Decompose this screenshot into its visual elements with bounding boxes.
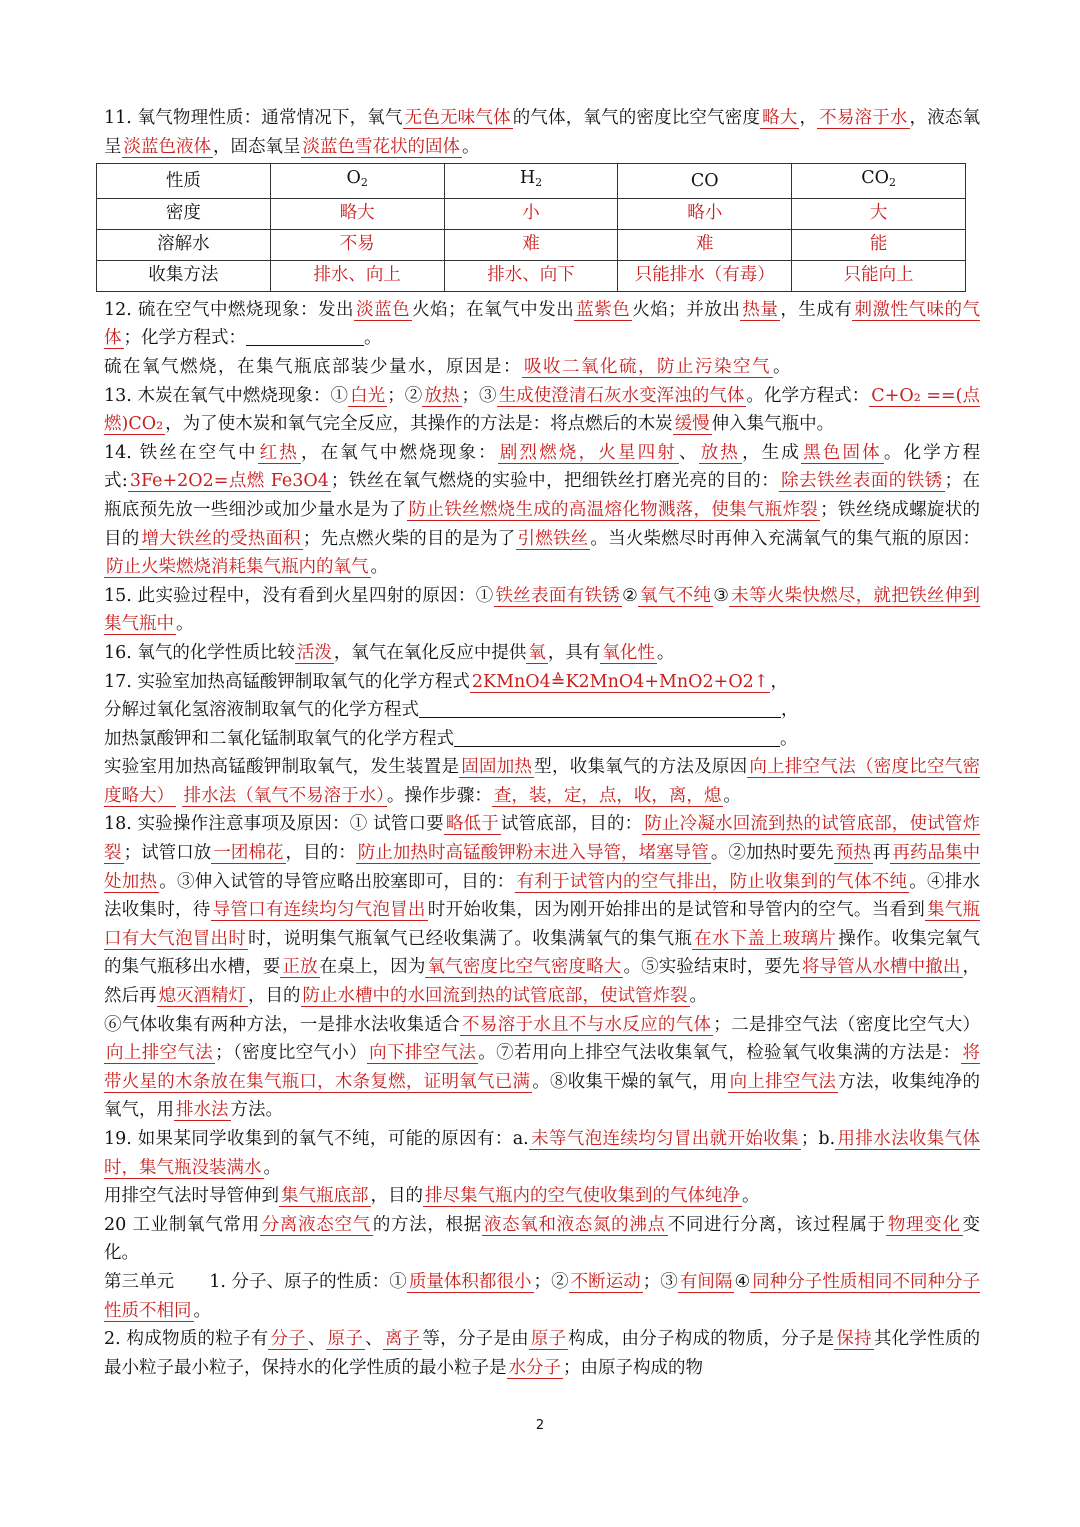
answer: 物理变化 [887, 1214, 961, 1235]
answer: 原子 [327, 1329, 364, 1350]
answer: 增大铁丝的受热面积 [141, 528, 301, 549]
answer: 一团棉花 [213, 843, 284, 864]
table-cell: 略大 [270, 198, 444, 229]
answer: 红热 [259, 442, 300, 463]
answer: 剧烈燃烧，火星四射 [499, 442, 677, 463]
text: 11. 氧气物理性质：通常情况下，氧气 [104, 108, 403, 128]
answer: 氧气密度比空气密度略大 [427, 957, 622, 978]
answer: 向下排空气法 [369, 1043, 477, 1064]
answer: 固固加热 [461, 757, 533, 778]
paragraph-19: 19. 如果某同学收集到的氧气不纯，可能的原因有：a. 未等气泡连续均匀冒出就开始收集 ；b. 用排水法收集气体时，集气瓶没装满水 。 [104, 1129, 981, 1178]
table-cell: 排水、向下 [444, 260, 618, 291]
text: 液态氧呈 [104, 108, 981, 157]
answer: 不断运动 [570, 1271, 641, 1292]
paragraph-12b: 硫在氧气燃烧，在集气瓶底部装少量水，原因是： 吸收二氧化硫，防止污染空气 。 [104, 356, 792, 377]
answer: 在水下盖上玻璃片 [694, 928, 837, 949]
answer: 防止水槽中的水回流到热的试管底部，使试管炸裂 [302, 986, 688, 1007]
paragraph-19b: 用排空气法时导管伸到 集气瓶底部 ，目的 排尽集气瓶内的空气使收集到的气体纯净 。 [104, 1186, 760, 1207]
paragraph-12: 12. 硫在空气中燃烧现象：发出 淡蓝色 火焰；在氧气中发出 蓝紫色 火焰；并放出 热量 ，生成有 刺激性气味的气体 ；化学方程式： 。 [104, 299, 981, 349]
fill-blank [454, 726, 780, 747]
answer: 原子 [530, 1329, 567, 1350]
answer: 防止冷凝水回流到热的试管底部，使试管炸裂 [104, 814, 981, 864]
answer: 防止火柴燃烧消耗集气瓶内的氧气 [106, 557, 369, 578]
answer: 淡蓝色液体 [123, 136, 211, 157]
answer: 分离液态空气 [261, 1214, 371, 1235]
paragraph-17c: 加热氯酸钾和二氧化锰制取氧气的化学方程式 。 [104, 725, 980, 754]
answer: 质量体积都很小 [408, 1271, 532, 1292]
answer: 再药品集中处加热 [104, 843, 981, 892]
table-cell: 略小 [618, 198, 792, 229]
answer: 排水法（氧气不易溶于水） [183, 785, 385, 806]
answer: 正放 [282, 957, 318, 978]
answer: 熄灭酒精灯 [158, 986, 246, 1007]
table-cell: 难 [618, 229, 792, 260]
answer: 氧化性 [602, 642, 655, 663]
table-header-cell: $H_2$ [444, 164, 618, 199]
answer: 离子 [384, 1329, 421, 1350]
answer: 水分子 [508, 1357, 561, 1378]
paragraph-17b: 分解过氧化氢溶液制取氧气的化学方程式 ， [104, 696, 980, 725]
answer: 引燃铁丝 [517, 528, 589, 549]
answer: 防止铁丝燃烧生成的高温熔化物溅落，使集气瓶炸裂 [408, 499, 819, 520]
paragraph-17d: 实验室用加热高锰酸钾制取氧气，发生装置是 固固加热 型，收集氧气的方法及原因 向上排空气法（密度比空气密度略大） 排水法（氧气不易溶于水） 。操作步骤： 查，装，定，点，收，离，熄 。 [104, 757, 981, 806]
answer: 放热 [424, 385, 460, 406]
answer: 向上排空气法（密度比空气密度略大） [104, 757, 981, 806]
answer: 除去铁丝表面的铁锈 [781, 471, 943, 492]
answer: 略大 [762, 108, 798, 128]
answer: 有间隔 [679, 1271, 733, 1292]
table-header-cell: $O_2$ [270, 164, 444, 199]
text: 。 [462, 136, 480, 157]
answer: 用排水法收集气体时，集气瓶没装满水 [104, 1129, 981, 1178]
answer: 白光 [350, 385, 386, 406]
answer: 向上排空气法 [106, 1043, 214, 1064]
table-header-cell: CO [618, 164, 792, 199]
fill-blank [246, 325, 364, 346]
table-row [97, 198, 966, 229]
answer: 有利于试管内的空气排出，防止收集到的气体不纯 [516, 871, 908, 892]
answer: 黑色固体 [803, 442, 882, 463]
answer: 放热 [700, 442, 741, 463]
text: ，固态氧呈 [213, 136, 301, 157]
row-label: 收集方法 [97, 260, 271, 291]
answer: 铁丝表面有铁锈 [495, 585, 621, 606]
paragraph-16: 16. 氧气的化学性质比较 活泼 ，氧气在氧化反应中提供 氧 ，具有 氧化性 。 [104, 642, 675, 663]
unit-3-paragraph-2: 2. 构成物质的粒子有 分子 、 原子 、 离子 等，分子是由 原子 构成，由分子构成的物质，分子是 保持 其化学性质的最小粒子最小粒子，保持水的化学性质的最小粒子是 水分子 ；由原子构成的物 [104, 1329, 981, 1378]
answer: 氧 [528, 642, 546, 663]
answer: 氧气不纯 [640, 585, 712, 606]
answer: 不易溶于水且不与水反应的气体 [462, 1014, 712, 1035]
answer: 保持 [836, 1329, 872, 1350]
page-number: 2 [535, 1418, 545, 1433]
paragraph-18b: ⑥气体收集有两种方法，一是排水法收集适合 不易溶于水且不与水反应的气体 ；二是排空气法（密度比空气大）向上排空气法 ；（密度比空气小） 向下排空气法 。⑦若用向上排空气法收集氧气，检验氧气收集满的方法是： 将带火星的木条放在集气瓶口，木条复燃，证明氧气已满 。⑧收集干燥的氧气，用 向上排空气法 方法，收集纯净的氧气，用 排水法 方法。 [104, 1014, 981, 1121]
answer: 将带火星的木条放在集气瓶口，木条复燃，证明氧气已满 [104, 1043, 980, 1092]
answer: 集气瓶口有大气泡冒出时 [104, 900, 981, 949]
answer: 液态氧和液态氮的沸点 [483, 1214, 666, 1235]
table-cell: 不易 [270, 229, 444, 260]
paragraph-15: 15. 此实验过程中，没有看到火星四射的原因：① 铁丝表面有铁锈 ② 氧气不纯 ③ 未等火柴快燃尽，就把铁丝伸到集气瓶中 。 [104, 585, 980, 635]
answer: 集气瓶底部 [281, 1186, 369, 1207]
table-row [97, 260, 966, 291]
paragraph-20: 20 工业制氧气常用 分离液态空气 的方法，根据 液态氧和液态氮的沸点 不同进行分离，该过程属于 物理变化 变化。 [104, 1214, 981, 1264]
table-row [97, 229, 966, 260]
answer: 导管口有连续均匀气泡冒出 [212, 900, 426, 921]
answer: 将导管从水槽中撤出 [801, 957, 961, 978]
answer: 未等火柴快燃尽，就把铁丝伸到集气瓶中 [104, 585, 980, 635]
paragraph-18: 18. 实验操作注意事项及原因：① 试管口要 略低于 试管底部，目的： 防止冷凝水回流到热的试管底部，使试管炸裂 ；试管口放 一团棉花 ，目的： 防止加热时高锰酸钾粉末进入导管，堵塞导管 。②加热时要先 预热 再 再药品集中处加热 。③伸入试管的导管应略出胶塞即可，目的： 有利于试管内的空气排出，防止收集到的气体不纯 。④排水法收集时，待 导管口有连续均匀气泡冒出 时开始收集，因为刚开始排出的是试管和导管内的空气。当看到 集气瓶口有大气泡冒出时 时，说明集气瓶氧气已经收集满了。收集满氧气的集气瓶 在水下盖上玻璃片 操作。收集完氧气的集气瓶移出水槽，要 正放 在桌上，因为 氧气密度比空气密度略大 。⑤实验结束时，要先 将导管从水槽中撤出 ，然后再 熄灭酒精灯 ，目的 防止水槽中的水回流到热的试管底部，使试管炸裂 。 [104, 814, 981, 1007]
table-cell: 只能排水（有毒） [618, 260, 792, 291]
table-cell: 能 [792, 229, 966, 260]
text: ， [909, 108, 928, 128]
answer: 预热 [835, 843, 871, 864]
answer: 缓慢 [674, 414, 710, 435]
answer: 生成使澄清石灰水变浑浊的气体 [498, 385, 745, 406]
table-header-row [97, 164, 966, 199]
table-cell: 只能向上 [792, 260, 966, 291]
answer: 刺激性气味的气体 [104, 299, 981, 349]
paragraph-14: 14. 铁丝在空气中 红热 ，在氧气中燃烧现象： 剧烈燃烧，火星四射 、 放热 ，生成 黑色固体 。化学方程式: 3Fe+2O2=点燃 Fe3O4 ；铁丝在氧气燃烧的实验中，把细铁丝打磨光亮的目的： 除去铁丝表面的铁锈 ；在瓶底预先放一些细沙或加少量水是为了 防止铁丝燃烧生成的高温熔化物溅落，使集气瓶炸裂 ；铁丝绕成螺旋状的目的 增大铁丝的受热面积 ；先点燃火柴的目的是为了 引燃铁丝 。当火柴燃尽时再伸入充满氧气的集气瓶的原因：防止火柴燃烧消耗集气瓶内的氧气 。 [104, 442, 981, 578]
table-cell: 排水、向上 [270, 260, 444, 291]
answer: 分子 [270, 1329, 306, 1350]
fill-blank [419, 697, 781, 718]
table-header-cell: 性质 [97, 164, 271, 199]
answer: C+O₂ ==(点燃)CO₂ [104, 385, 981, 435]
answer: 不易溶于水 [819, 108, 908, 128]
answer: 蓝紫色 [576, 299, 631, 320]
notes-body [104, 104, 980, 1382]
paragraph-13: 13. 木炭在氧气中燃烧现象：① 白光 ；② 放热 ；③ 生成使澄清石灰水变浑浊的气体 。化学方程式： C+O₂ ==(点燃)CO₂ ，为了使木炭和氧气完全反应，其操作的方法是：将点燃后的木炭 缓慢 伸入集气瓶中。 [104, 385, 981, 435]
answer: 淡蓝色 [356, 299, 411, 320]
answer: 淡蓝色雪花状的固体 [302, 136, 460, 157]
answer: 无色无味气体 [404, 108, 511, 128]
answer: 活泼 [296, 642, 332, 663]
table-cell: 大 [792, 198, 966, 229]
table-cell: 小 [444, 198, 618, 229]
answer: 向上排空气法 [729, 1071, 837, 1092]
answer: 3Fe+2O2=点燃 Fe3O4 [129, 471, 329, 492]
answer: 吸收二氧化硫，防止污染空气 [524, 356, 771, 377]
table-header-cell: $CO_2$ [792, 164, 966, 199]
answer: 未等气泡连续均匀冒出就开始收集 [530, 1129, 799, 1149]
answer: 热量 [742, 299, 779, 320]
paragraph-11 [104, 104, 980, 161]
answer: 同种分子性质相同不同种分子性质不相同 [104, 1271, 981, 1321]
row-label: 溶解水 [97, 229, 271, 260]
text: 的气体，氧气的密度比空气密度 [512, 108, 761, 128]
answer: 排尽集气瓶内的空气使收集到的气体纯净 [425, 1186, 740, 1207]
gas-properties-table [96, 163, 966, 292]
answer: 查，装，定，点，收，离，熄 [493, 785, 722, 806]
answer: 排水法 [176, 1100, 229, 1121]
answer: 略低于 [445, 814, 499, 835]
table-cell: 难 [444, 229, 618, 260]
unit-3-paragraph-1: 第三单元 1. 分子、原子的性质：① 质量体积都很小 ；② 不断运动 ；③ 有间隔 ④ 同种分子性质相同不同种分子性质不相同 。 [104, 1271, 981, 1321]
answer: 2KMnO4≜K2MnO4+MnO2+O2↑ [471, 671, 769, 692]
text: ， [799, 108, 818, 128]
paragraph-17: 17. 实验室加热高锰酸钾制取氧气的化学方程式 2KMnO4≜K2MnO4+MnO2+O2↑ ， [104, 671, 788, 692]
row-label: 密度 [97, 198, 271, 229]
answer: 防止加热时高锰酸钾粉末进入导管，堵塞导管 [357, 843, 709, 864]
